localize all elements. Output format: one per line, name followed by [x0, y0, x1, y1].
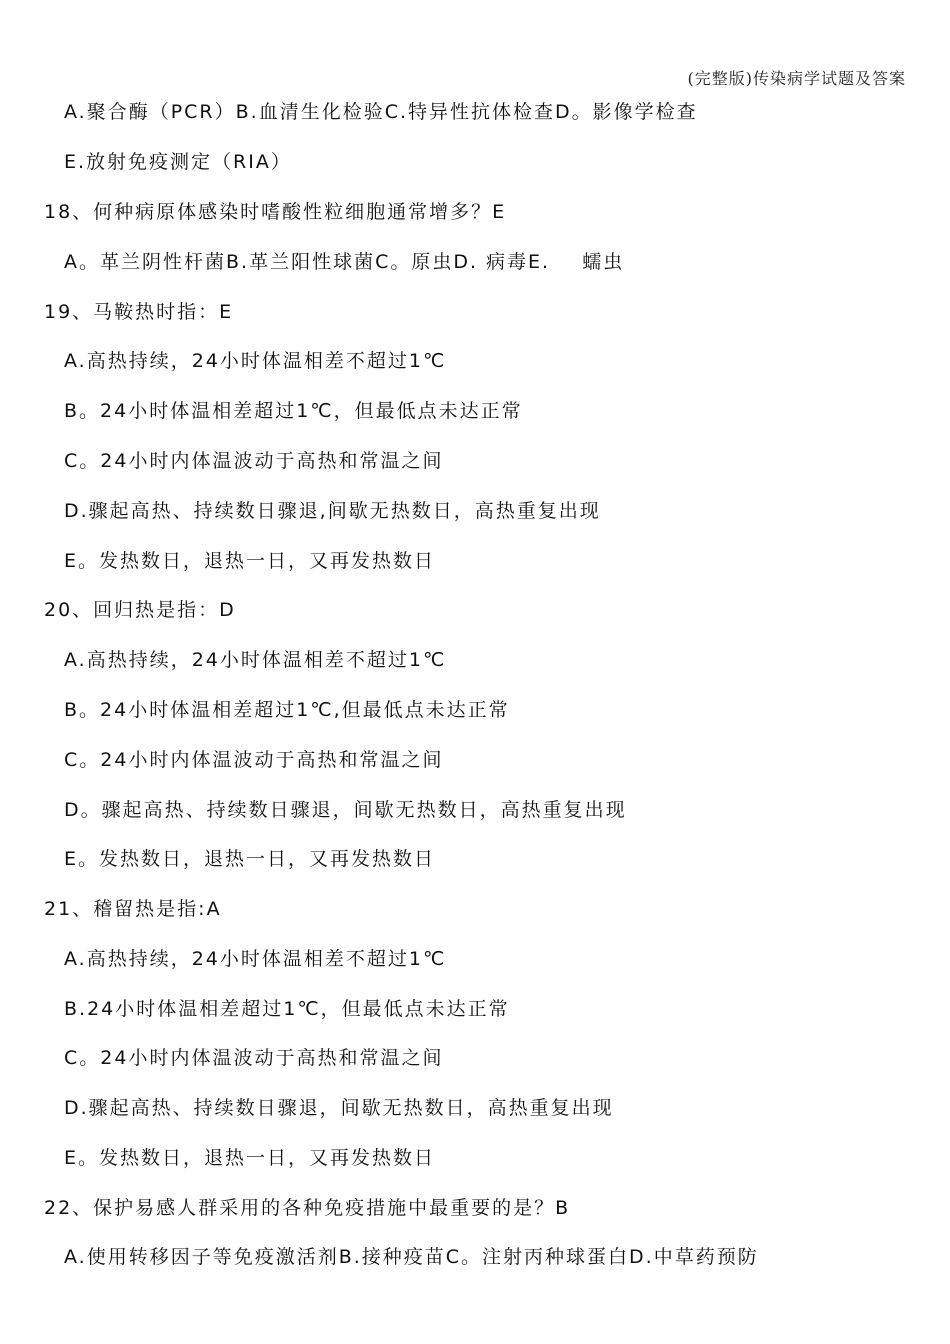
question-line: 22、保护易感人群采用的各种免疫措施中最重要的是？B — [44, 1197, 571, 1219]
option-line: A。革兰阴性杆菌B.革兰阳性球菌C。原虫D. 病毒E. 蠕虫 — [64, 251, 625, 273]
option-line: E.放射免疫测定（RIA） — [64, 151, 292, 173]
question-line: 18、何种病原体感染时嗜酸性粒细胞通常增多？E — [44, 201, 507, 223]
option-line: A.高热持续，24小时体温相差不超过1℃ — [64, 350, 447, 372]
question-line: 20、回归热是指：D — [44, 599, 236, 621]
option-line: D。骤起高热、持续数日骤退，间歇无热数日，高热重复出现 — [64, 799, 627, 821]
option-line: C。24小时内体温波动于高热和常温之间 — [64, 450, 444, 472]
question-line: 21、稽留热是指:A — [44, 898, 222, 920]
option-line: A.聚合酶（PCR）B.血清生化检验C.特异性抗体检查D。影像学检查 — [64, 101, 698, 123]
option-line: E。发热数日，退热一日，又再发热数日 — [64, 1147, 436, 1169]
option-line: A.使用转移因子等免疫激活剂B.接种疫苗C。注射丙种球蛋白D.中草药预防 — [64, 1246, 759, 1268]
option-line: C。24小时内体温波动于高热和常温之间 — [64, 1047, 444, 1069]
option-line: B。24小时体温相差超过1℃,但最低点未达正常 — [64, 699, 510, 721]
option-line: E。发热数日，退热一日，又再发热数日 — [64, 848, 436, 870]
option-line: D.骤起高热、持续数日骤退,间歇无热数日，高热重复出现 — [64, 500, 601, 522]
option-line: C。24小时内体温波动于高热和常温之间 — [64, 749, 444, 771]
question-line: 19、马鞍热时指：E — [44, 301, 234, 323]
page-header: (完整版)传染病学试题及答案 — [687, 69, 906, 88]
option-line: A.高热持续，24小时体温相差不超过1℃ — [64, 649, 447, 671]
option-line: B。24小时体温相差超过1℃，但最低点未达正常 — [64, 400, 523, 422]
option-line: E。发热数日，退热一日，又再发热数日 — [64, 550, 436, 572]
option-line: A.高热持续，24小时体温相差不超过1℃ — [64, 948, 447, 970]
option-line: B.24小时体温相差超过1℃，但最低点未达正常 — [64, 998, 510, 1020]
option-line: D.骤起高热、持续数日骤退，间歇无热数日，高热重复出现 — [64, 1097, 614, 1119]
